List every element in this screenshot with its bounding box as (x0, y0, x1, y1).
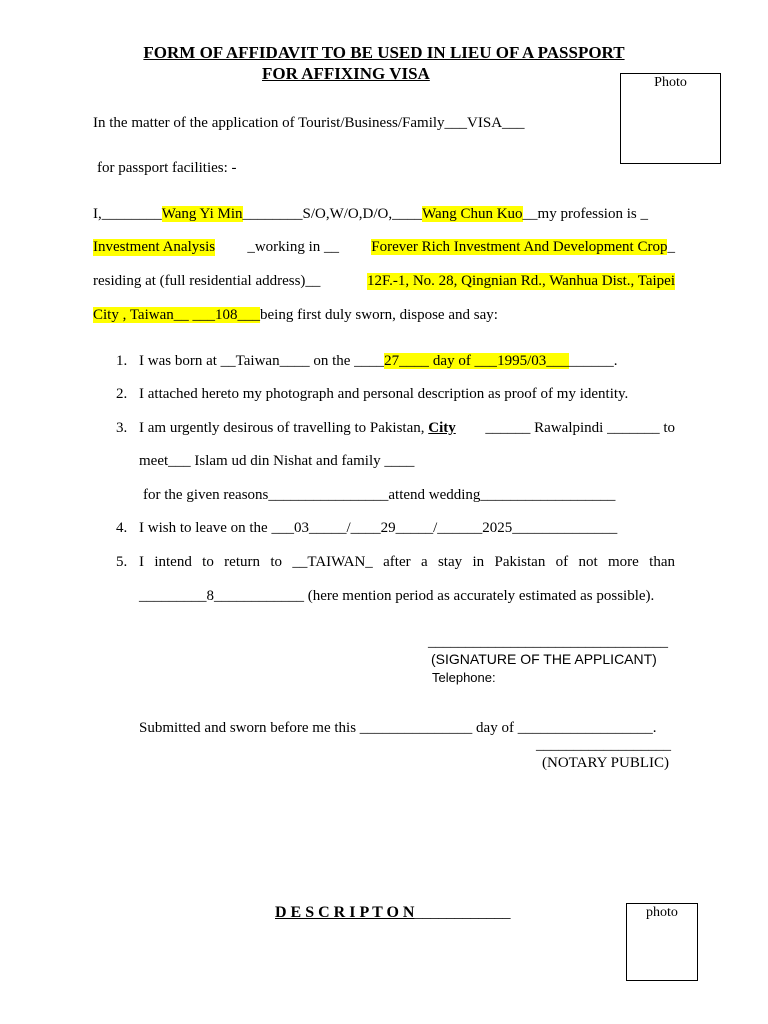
declaration-prefix: I,________ (93, 206, 162, 222)
birth-date: 1995/03___ (497, 353, 569, 369)
item-number: 4. (116, 520, 128, 536)
item-1-born (139, 353, 617, 370)
residing-text: residing at (full residential address)__ (93, 273, 321, 289)
travel-part1: I am urgently desirous of travelling to Pakistan, (139, 420, 425, 436)
item-3-meet: meet___ Islam ud din Nishat and family ____ (139, 453, 415, 469)
item-3-reasons: for the given reasons________________attend wedding__________________ (143, 487, 616, 503)
declaration-line3 (93, 273, 675, 290)
item-4-leave: I wish to leave on the ___03_____/____29_____/______2025______________ (139, 520, 618, 536)
declaration-line2 (93, 239, 675, 256)
birth-day: 27____ (384, 353, 430, 369)
notary-sworn-text: Submitted and sworn before me this _______________ day of __________________. (139, 720, 657, 736)
profession-text: __my profession is _ (522, 206, 648, 222)
travel-part2: ______ Rawalpindi _______ to (485, 420, 675, 436)
company-name: Forever Rich Investment And Development Crop (371, 239, 668, 255)
item-number: 3. (116, 420, 128, 436)
travel-text (139, 420, 456, 437)
relation-blank: ________S/O,W/O,D/O,____ (242, 206, 423, 222)
signature-line: ________________________________ (428, 634, 668, 650)
profession: Investment Analysis (93, 239, 216, 255)
signature-label: (SIGNATURE OF THE APPLICANT) (431, 651, 657, 667)
description-title-text: D E S C R I P T O N (275, 904, 415, 921)
photo-label-description: photo (646, 905, 678, 920)
item-5-return-line1: I intend to return to __TAIWAN_ after a stay in Pakistan of not more than (139, 554, 675, 570)
page-title-line1: FORM OF AFFIDAVIT TO BE USED IN LIEU OF A PASSPORT (143, 43, 625, 62)
born-end: ______. (568, 353, 618, 369)
address-line2: City , Taiwan__ ___108___ (93, 307, 260, 323)
sworn-text: being first duly sworn, dispose and say: (260, 307, 498, 323)
applicant-name: Wang Yi Min (161, 206, 243, 222)
item-2-photo: I attached hereto my photograph and personal description as proof of my identity. (139, 386, 629, 402)
description-underline: ____________ (414, 904, 511, 921)
photo-box-description (626, 903, 698, 981)
photo-box (620, 73, 721, 164)
working-in: _working in __ (247, 239, 340, 255)
notary-line: __________________ (536, 737, 671, 753)
matter-text: In the matter of the application of Tourist/Business/Family___VISA___ (93, 115, 525, 131)
parent-name: Wang Chun Kuo (422, 206, 523, 222)
declaration-line4 (93, 307, 498, 324)
company-suffix: _ (667, 239, 675, 255)
item-number: 1. (116, 353, 128, 369)
address-line1: 12F.-1, No. 28, Qingnian Rd., Wanhua Dist., Taipei (366, 273, 675, 289)
born-prefix: I was born at __Taiwan____ on the ____ (139, 353, 385, 369)
page-title-line2: FOR AFFIXING VISA (262, 64, 430, 83)
item-number: 2. (116, 386, 128, 402)
description-title (275, 904, 510, 922)
city-label: City (428, 420, 456, 436)
notary-label: (NOTARY PUBLIC) (542, 755, 669, 771)
declaration-line1 (93, 206, 648, 223)
item-3-travel (139, 420, 675, 437)
item-number: 5. (116, 554, 128, 570)
facilities-text: for passport facilities: - (97, 160, 237, 176)
telephone-label: Telephone: (432, 670, 496, 685)
item-5-return-line2: _________8____________ (here mention period as accurately estimated as possible). (139, 588, 655, 604)
birth-day-of: day of ___ (429, 353, 498, 369)
photo-label: Photo (654, 75, 687, 90)
